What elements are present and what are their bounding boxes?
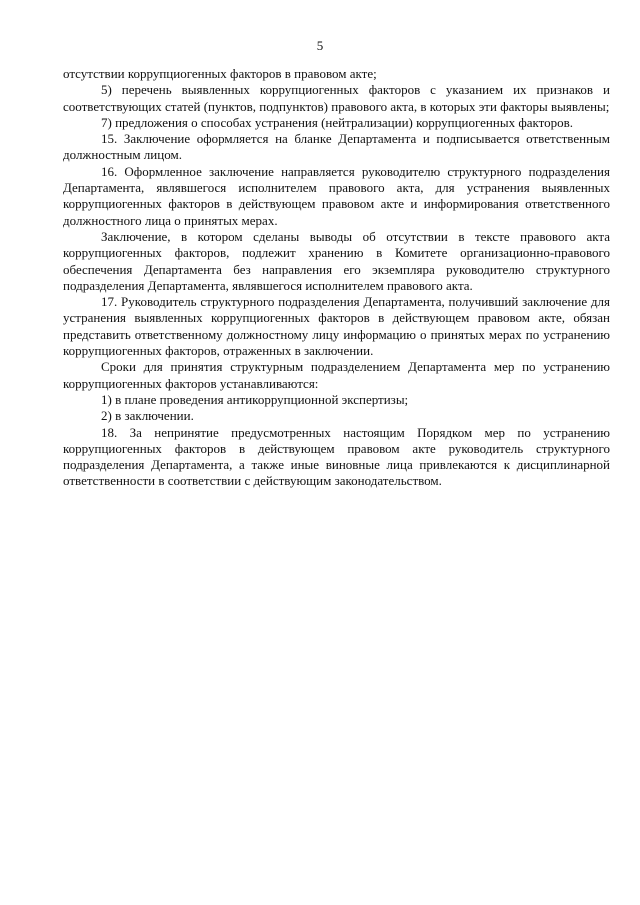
paragraph-clause-16: 16. Оформленное заключение направляется руководителю структурного подразделения Департамента, являвшегося исполнителем правового акта, для устранения выявленных коррупциогенных факторов в действующем правовом акте и информирования ответственного должностного лица о принятых мерах. <box>63 163 610 228</box>
paragraph-conclusion-storage: Заключение, в котором сделаны выводы об отсутствии в тексте правового акта коррупциогенных факторов, подлежит хранению в Комитете организационно-правового обеспечения Департамента без направления его экземпляра руководителю структурного подразделения Департамента, являвшегося исполнителем правового акта. <box>63 228 610 293</box>
paragraph-item-5: 5) перечень выявленных коррупциогенных факторов с указанием их признаков и соответствующих статей (пунктов, подпунктов) правового акта, в которых эти факторы выявлены; <box>63 82 610 114</box>
paragraph-item-7: 7) предложения о способах устранения (нейтрализации) коррупциогенных факторов. <box>101 114 574 130</box>
paragraph-continuation: отсутствии коррупциогенных факторов в правовом акте; <box>63 66 377 81</box>
paragraph-deadline-item-1: 1) в плане проведения антикоррупционной экспертизы; <box>101 391 409 407</box>
paragraph-deadline-item-2: 2) в заключении. <box>101 408 194 424</box>
paragraph-clause-18: 18. За непринятие предусмотренных настоящим Порядком мер по устранению коррупциогенных факторов в действующем правовом акте руководитель структурного подразделения Департамента, а также иные виновные лица привлекаются к дисциплинарной ответственности в соответствии с действующим законодательством. <box>63 424 610 489</box>
paragraph-deadlines: Сроки для принятия структурным подразделением Департамента мер по устранению коррупциогенных факторов устанавливаются: <box>63 359 610 391</box>
page-number: 5 <box>316 38 324 53</box>
paragraph-clause-15: 15. Заключение оформляется на бланке Департамента и подписывается ответственным должностным лицом. <box>63 131 610 163</box>
document-body <box>63 66 610 490</box>
paragraph-clause-17: 17. Руководитель структурного подразделения Департамента, получивший заключение для устранения выявленных коррупциогенных факторов в действующем правовом акте, обязан представить ответственному должностному лицу информацию о принятых мерах по устранению коррупциогенных факторов, отраженных в заключении. <box>63 294 610 359</box>
